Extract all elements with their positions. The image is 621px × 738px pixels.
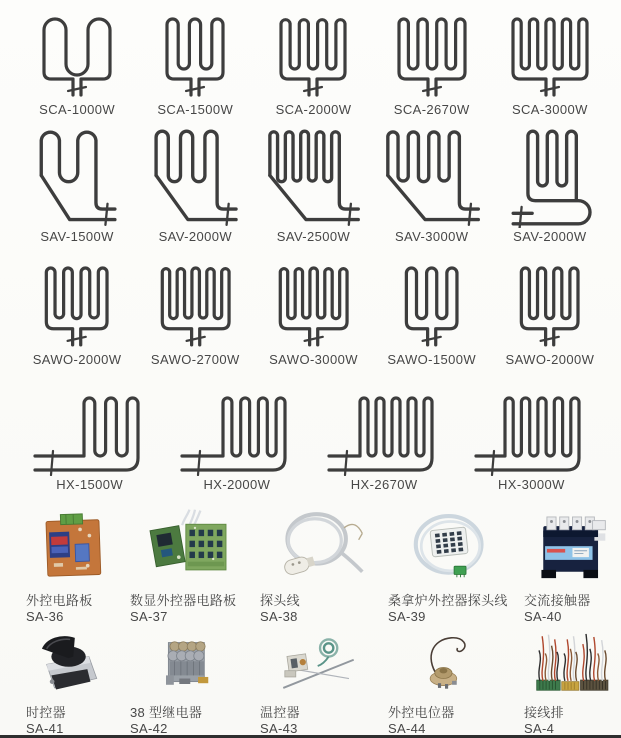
heating-element-label: HX-1500W — [56, 477, 124, 492]
relay-photo — [148, 630, 229, 702]
heating-element-label: SAV-2000W — [158, 229, 233, 244]
heating-element-row — [0, 371, 621, 496]
heating-element-item — [254, 121, 372, 248]
accessory-row — [0, 496, 621, 626]
heating-element-item — [18, 121, 136, 248]
accessory-code: SA-4 — [524, 720, 555, 736]
heating-element-item — [18, 248, 136, 371]
thermostat-photo — [277, 630, 358, 702]
accessory-code: SA-38 — [260, 608, 298, 624]
heating-element-label: SAWO-3000W — [269, 352, 358, 367]
heating-element-row — [0, 248, 621, 371]
accessory-name: 接线排 — [524, 705, 564, 720]
heating-element-drawing — [179, 392, 295, 476]
heating-element-item — [458, 371, 605, 496]
heating-element-label: SAWO-2000W — [32, 352, 122, 367]
heating-element-drawing — [252, 127, 374, 228]
accessory-item — [512, 626, 621, 738]
heating-element-label: SCA-2000W — [275, 102, 352, 117]
heating-element-label: SAV-2000W — [513, 229, 587, 244]
heating-element-item — [311, 371, 458, 496]
heating-element-item — [16, 371, 163, 496]
circuit-green-photo — [142, 506, 237, 590]
heating-element-drawing — [137, 264, 254, 351]
heating-element-label: SCA-1000W — [39, 102, 116, 117]
heating-element-drawing — [255, 264, 372, 351]
heating-element-drawing — [32, 392, 148, 476]
accessory-name: 外控电位器 — [388, 705, 455, 720]
heating-element-label: SAV-1500W — [40, 229, 114, 244]
accessory-name: 数显外控器电路板 — [130, 593, 237, 608]
heating-element-label: SCA-2670W — [393, 102, 470, 117]
heating-element-label: SAWO-2000W — [505, 352, 595, 367]
contactor-photo — [525, 506, 620, 590]
heating-element-label: SAV-2500W — [276, 229, 351, 244]
heating-element-drawing — [492, 15, 608, 101]
accessory-name: 外控电路板 — [26, 593, 93, 608]
accessory-item — [0, 626, 118, 738]
accessory-item — [0, 496, 118, 626]
heating-element-row — [0, 0, 621, 121]
accessory-name: 时控器 — [26, 705, 66, 720]
heating-element-item — [136, 248, 254, 371]
heating-element-drawing — [137, 15, 253, 101]
accessory-code: SA-44 — [388, 720, 426, 736]
accessories-section — [0, 496, 621, 738]
accessory-code: SA-39 — [388, 608, 426, 624]
accessory-code: SA-37 — [130, 608, 168, 624]
keypad-cable-photo — [403, 506, 498, 590]
timer-photo — [31, 630, 112, 702]
heating-element-label: SAWO-2700W — [150, 352, 240, 367]
heating-element-item — [254, 0, 372, 121]
heating-element-label: SCA-1500W — [157, 102, 234, 117]
accessory-item — [376, 496, 512, 626]
potentiometer-photo — [409, 630, 490, 702]
heating-element-item — [373, 0, 491, 121]
heating-element-drawing — [473, 392, 589, 476]
heating-element-drawing — [489, 127, 611, 228]
accessory-item — [118, 496, 248, 626]
accessory-code: SA-36 — [26, 608, 64, 624]
heating-element-label: SAV-3000W — [394, 229, 469, 244]
heating-element-label: SCA-3000W — [511, 102, 588, 117]
heating-element-item — [163, 371, 310, 496]
accessory-name: 温控器 — [260, 705, 300, 720]
heating-element-item — [491, 248, 609, 371]
accessory-name: 桑拿炉外控器探头线 — [388, 593, 508, 608]
heating-element-label: HX-2000W — [203, 477, 271, 492]
accessory-code: SA-41 — [26, 720, 64, 736]
heating-element-label: SAWO-1500W — [387, 352, 477, 367]
probe-cable-photo — [271, 506, 366, 590]
accessory-code: SA-40 — [524, 608, 562, 624]
heating-element-item — [136, 0, 254, 121]
accessory-item — [512, 496, 621, 626]
accessory-row — [0, 626, 621, 738]
accessory-code: SA-42 — [130, 720, 168, 736]
accessory-item — [248, 626, 376, 738]
heating-element-item — [491, 0, 609, 121]
accessory-code: SA-43 — [260, 720, 298, 736]
accessory-item — [118, 626, 248, 738]
heating-element-item — [373, 121, 491, 248]
heating-element-drawing — [326, 392, 442, 476]
heating-element-label: HX-3000W — [497, 477, 565, 492]
accessory-name: 交流接触器 — [524, 593, 591, 608]
circuit-orange-photo — [25, 506, 120, 590]
heating-element-item — [373, 248, 491, 371]
heating-element-drawing — [255, 15, 371, 101]
heating-element-drawing — [16, 127, 138, 228]
heating-element-drawing — [374, 15, 490, 101]
accessory-name: 探头线 — [260, 593, 300, 608]
heating-element-drawing — [19, 15, 135, 101]
accessory-item — [248, 496, 376, 626]
heating-element-item — [491, 121, 609, 248]
heating-element-drawing — [18, 264, 135, 351]
heating-element-drawing — [371, 127, 493, 228]
heating-element-drawing — [491, 264, 608, 351]
heating-element-item — [254, 248, 372, 371]
terminal-strip-photo — [532, 630, 613, 702]
heating-element-drawing — [373, 264, 490, 351]
accessory-name: 38 型继电器 — [130, 705, 203, 720]
accessory-item — [376, 626, 512, 738]
heating-element-row — [0, 121, 621, 248]
heating-element-item — [18, 0, 136, 121]
heating-element-drawing — [134, 127, 256, 228]
heating-element-item — [136, 121, 254, 248]
heating-element-label: HX-2670W — [350, 477, 418, 492]
